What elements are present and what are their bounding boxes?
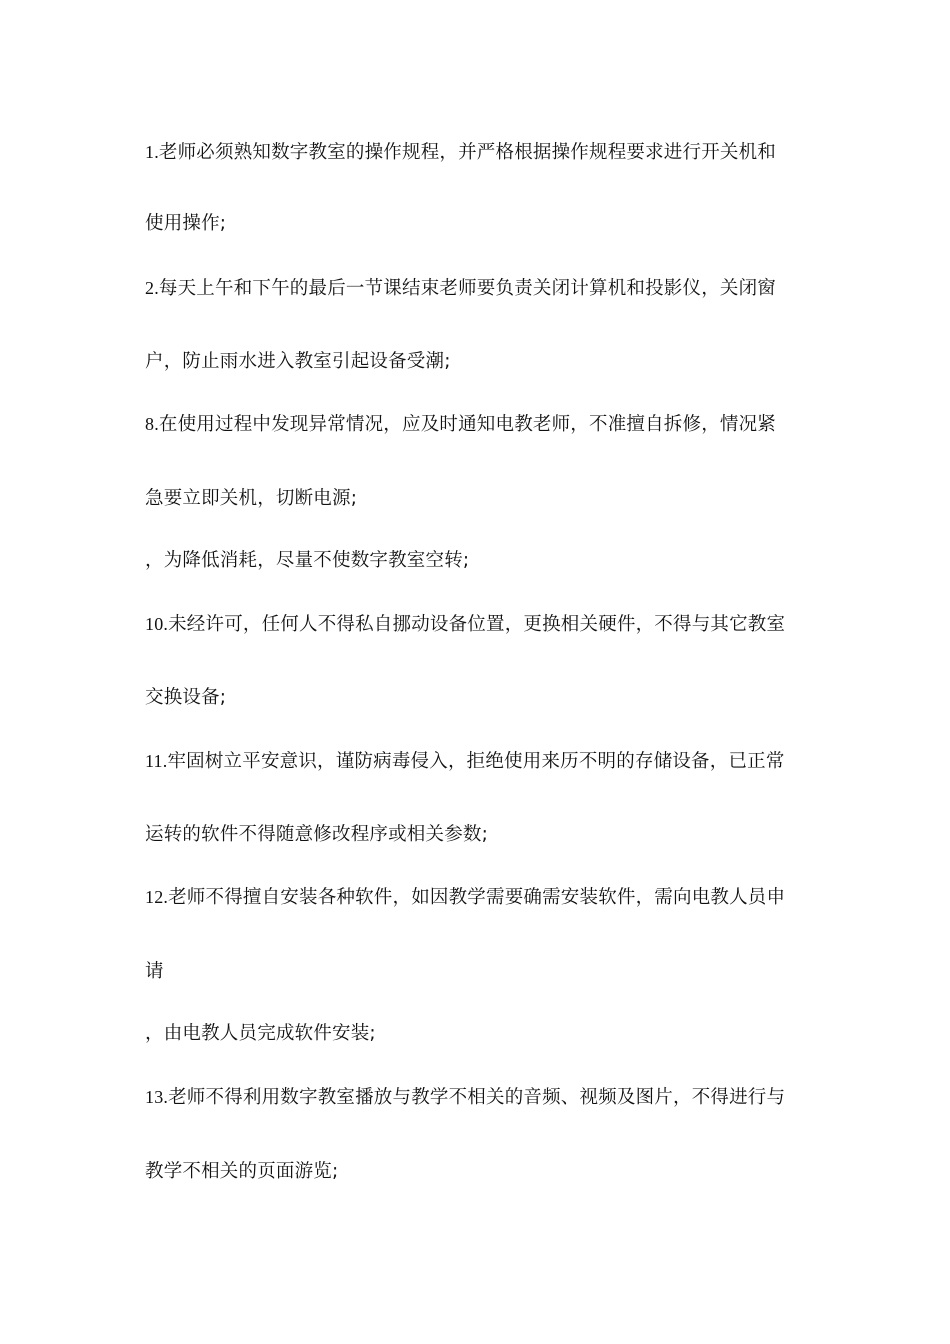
line-text: 教学不相关的页面游览; — [145, 1161, 339, 1182]
line-text: 户，防止雨水进入教室引起设备受潮; — [145, 351, 451, 372]
item-number: 13. — [145, 1087, 169, 1107]
item-number: 10. — [145, 614, 169, 634]
rule-1-line-2 — [145, 212, 226, 236]
rule-11-line-2 — [145, 823, 488, 847]
line-text: 使用操作; — [145, 213, 227, 234]
rule-2-line-1 — [145, 276, 776, 301]
rule-11-line-1 — [145, 749, 785, 774]
item-number: 11. — [145, 751, 168, 771]
rule-8-line-1 — [145, 412, 776, 437]
rule-9-line-1 — [145, 549, 469, 573]
rule-12-line-2 — [145, 960, 164, 984]
line-text: 每天上午和下午的最后一节课结束老师要负责关闭计算机和投影仪，关闭窗 — [158, 278, 777, 299]
rule-10-line-1 — [145, 612, 785, 637]
item-number: 12. — [145, 887, 169, 907]
line-text: ，为降低消耗，尽量不使数字教室空转; — [145, 550, 470, 571]
line-text: 未经许可，任何人不得私自挪动设备位置，更换相关硬件，不得与其它教室 — [168, 614, 786, 635]
line-text: ，由电教人员完成软件安装; — [145, 1023, 376, 1044]
rule-12-line-1 — [145, 885, 785, 910]
line-text: 牢固树立平安意识，谨防病毒侵入，拒绝使用来历不明的存储设备，已正常 — [167, 751, 785, 772]
rule-2-line-2 — [145, 350, 451, 374]
line-text: 老师不得擅自安装各种软件，如因教学需要确需安装软件，需向电教人员申 — [168, 887, 786, 908]
line-text: 交换设备; — [145, 687, 227, 708]
item-number: 2. — [145, 278, 159, 298]
rule-12-line-3 — [145, 1022, 376, 1046]
rule-1-line-1 — [145, 140, 776, 165]
line-text: 运转的软件不得随意修改程序或相关参数; — [145, 824, 489, 845]
item-number: 1. — [145, 142, 159, 162]
line-text: 请 — [145, 961, 164, 982]
rule-10-line-2 — [145, 686, 226, 710]
line-text: 急要立即关机，切断电源; — [145, 488, 358, 509]
rule-13-line-1 — [145, 1085, 785, 1110]
rule-8-line-2 — [145, 487, 357, 511]
line-text: 老师必须熟知数字教室的操作规程，并严格根据操作规程要求进行开关机和 — [158, 142, 777, 163]
line-text: 在使用过程中发现异常情况，应及时通知电教老师，不准擅自拆修，情况紧 — [158, 414, 777, 435]
rule-13-line-2 — [145, 1160, 338, 1184]
line-text: 老师不得利用数字教室播放与教学不相关的音频、视频及图片，不得进行与 — [168, 1087, 786, 1108]
item-number: 8. — [145, 414, 159, 434]
